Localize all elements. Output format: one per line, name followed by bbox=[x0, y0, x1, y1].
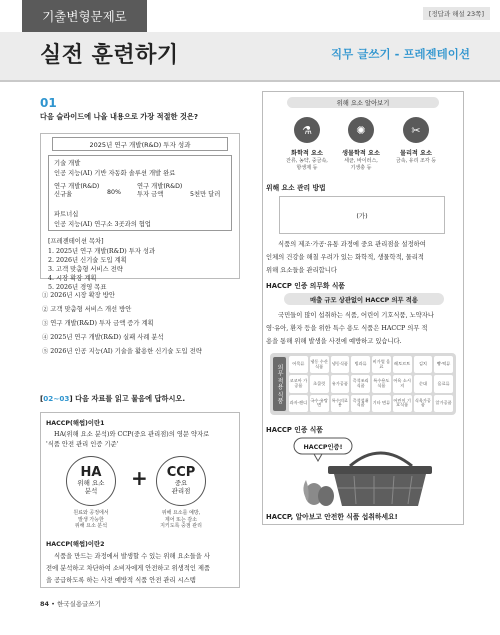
mandatory-line: 국민들이 많이 섭취하는 식품, 어린이 기호식품, 노약자나 bbox=[278, 312, 434, 319]
mandatory-pill: 매출 규모 상관없이 HACCP 의무 적용 bbox=[284, 293, 444, 305]
ha-sub: 위해 요소 분석 bbox=[77, 479, 105, 495]
page-title: 실전 훈련하기 bbox=[40, 43, 179, 68]
page-footer: 84 • 한국실용글쓰기 bbox=[40, 600, 101, 608]
food-item: 식육가공품 bbox=[414, 395, 433, 412]
ha-label: HA bbox=[80, 465, 102, 481]
stat2-value: 5천만 달러 bbox=[190, 191, 221, 198]
toc-title: [프레젠테이션 목차] bbox=[48, 238, 104, 245]
food-item: 즉석섭취식품 bbox=[351, 395, 370, 412]
basket-handle bbox=[350, 453, 412, 466]
ha-circle bbox=[66, 456, 116, 506]
food-item: 어린이 기호식품 bbox=[393, 395, 412, 412]
haccp1-title: HACCP(해썹)이란1 bbox=[46, 420, 105, 427]
basket-body bbox=[334, 474, 426, 506]
toc-item: 2. 2026년 신기술 도입 계획 bbox=[48, 257, 127, 264]
toc-item: 3. 고객 맞춤형 서비스 전략 bbox=[48, 266, 123, 273]
bubble-text: HACCP인증! bbox=[303, 444, 343, 451]
food-item: 냉동식품 bbox=[331, 356, 350, 373]
food-item: 유가공품 bbox=[331, 375, 350, 392]
mandatory-line: 용을 통해 위해 발생을 사전에 예방하고 있습니다. bbox=[266, 338, 402, 345]
passage-heading: [02~03] 다음 자료를 읽고 물음에 답하시오. bbox=[40, 394, 186, 403]
tech-label: 기술 개발 bbox=[54, 160, 81, 167]
option-4[interactable]: ④ 2025년 연구 개발(R&D) 실패 사례 분석 bbox=[42, 334, 164, 341]
bacteria-icon: ✺ bbox=[348, 117, 374, 143]
mandatory-line: 영·유아, 환자 등을 위한 특수 용도 식품은 HACCP 의무 적 bbox=[266, 325, 428, 332]
ccp-sub: 중요 관리점 bbox=[171, 479, 191, 495]
hazard-label: 물리적 요소 bbox=[399, 150, 433, 157]
food-item: 초콜릿 bbox=[310, 375, 329, 392]
partner-desc: 인공 지능(AI) 연구소 3곳과의 협업 bbox=[54, 221, 151, 228]
hazard-desc: 잔류, 농약, 중금속, 항생제 등 bbox=[286, 158, 328, 171]
question-text: 다음 슬라이드에 나올 내용으로 가장 적절한 것은? bbox=[40, 112, 199, 121]
toc-item: 4. 시장 확장 계획 bbox=[48, 275, 97, 282]
food-item: 기타 면류 bbox=[372, 395, 391, 412]
option-1[interactable]: ① 2026년 시장 확장 방안 bbox=[42, 292, 115, 299]
answer-note: [정답과 해설 23쪽] bbox=[423, 7, 490, 20]
slide-title: 2025년 연구 개발(R&D) 투자 성과 bbox=[52, 137, 228, 151]
page-subtitle: 직무 글쓰기 - 프레젠테이션 bbox=[331, 47, 470, 61]
food-item: 레토르트 bbox=[393, 356, 412, 373]
haccp1-line: HA(위해 요소 분석)와 CCP(중요 관리점)의 영문 약자로 bbox=[54, 431, 210, 438]
hazard-label: 화학적 요소 bbox=[290, 150, 324, 157]
target-title: HACCP 인증 의무화 식품 bbox=[266, 282, 345, 290]
ha-caption: 원료와 공정에서 발생 가능한 위해 요소 분석 bbox=[73, 510, 109, 529]
ccp-circle bbox=[156, 456, 206, 506]
toc-item: 1. 2025년 연구 개발(R&D) 투자 성과 bbox=[48, 248, 156, 255]
food-item: 순대 bbox=[414, 375, 433, 392]
food-item: 즉석조리식품 bbox=[351, 375, 370, 392]
haccp2-line: 을 공급하도록 하는 사전 예방적 식품 안전 관리 시스템 bbox=[46, 577, 196, 584]
basket-rim bbox=[328, 466, 432, 474]
debris-icon: ✂ bbox=[403, 117, 429, 143]
hazard-desc: 세균, 바이러스, 기생충 등 bbox=[344, 158, 378, 171]
option-2[interactable]: ② 고객 맞춤형 서비스 개선 방안 bbox=[42, 306, 132, 313]
fruit-shape bbox=[318, 486, 334, 506]
haccp1-line: '식품 안전 관리 인증 기준' bbox=[46, 441, 119, 448]
closing-text: HACCP, 알아보고 안전한 식품 섭취하세요! bbox=[266, 513, 398, 521]
food-side-label: 의무 적용 식품 bbox=[273, 357, 286, 411]
hazard-title-pill: 위해 요소 알아보기 bbox=[287, 97, 439, 108]
question-number: 01 bbox=[40, 96, 57, 110]
section-tab: 기출변형문제로 bbox=[22, 0, 147, 32]
haccp2-title: HACCP(해썹)이란2 bbox=[46, 541, 105, 548]
toc-item: 5. 2026년 경영 목표 bbox=[48, 284, 107, 291]
food-item: 김치 bbox=[414, 356, 433, 373]
option-5[interactable]: ⑤ 2026년 인공 지능(AI) 기술을 활용한 신기술 도입 전략 bbox=[42, 348, 202, 355]
food-item: 음료류 bbox=[434, 375, 453, 392]
food-item: 특수의료용 bbox=[331, 395, 350, 412]
food-item: 비가열 음료 bbox=[372, 356, 391, 373]
food-item: 냉동 수산식품 bbox=[310, 356, 329, 373]
food-cells bbox=[289, 356, 453, 412]
food-item: 국수·유탕면 bbox=[310, 395, 329, 412]
food-item: 알가공품 bbox=[434, 395, 453, 412]
leaf-shape bbox=[303, 480, 308, 502]
method-line: 식품의 제조·가공·유통 과정에 중요 관리점을 설정하여 bbox=[278, 241, 426, 248]
ccp-caption: 위해 요소를 예방, 제어 또는 감소 지키도록 중점 관리 bbox=[160, 510, 202, 529]
haccp2-line: 식품을 만드는 과정에서 발생할 수 있는 위해 요소들을 사 bbox=[54, 553, 210, 560]
partner-label: 파트너십 bbox=[54, 211, 79, 218]
food-item: 코코아 가공품 bbox=[289, 375, 308, 392]
option-3[interactable]: ③ 연구 개발(R&D) 투자 금액 증가 계획 bbox=[42, 320, 154, 327]
cert-title: HACCP 인증 식품 bbox=[266, 426, 323, 434]
hazard-label: 생물학적 요소 bbox=[341, 150, 381, 157]
method-title: 위해 요소 관리 방법 bbox=[266, 184, 326, 192]
blank-box: (가) bbox=[279, 196, 445, 234]
ccp-label: CCP bbox=[166, 465, 196, 481]
food-item: 빵·떡류 bbox=[434, 356, 453, 373]
tech-desc: 인공 지능(AI) 기반 자동화 솔루션 개발 완료 bbox=[54, 170, 176, 177]
stat1-label: 연구 개발(R&D) 신규율 bbox=[54, 183, 100, 199]
food-item: 어묵류 bbox=[289, 356, 308, 373]
method-line: 위해 요소들을 관리합니다 bbox=[266, 267, 337, 274]
haccp2-line: 전에 분석하고 차단하여 소비자에게 안전하고 위생적인 제품 bbox=[46, 565, 211, 572]
food-item: 어육 소시지 bbox=[393, 375, 412, 392]
food-item: 과자·캔디 bbox=[289, 395, 308, 412]
plus-sign: + bbox=[131, 466, 148, 490]
food-item: 특수용도식품 bbox=[372, 375, 391, 392]
stat1-value: 80% bbox=[107, 189, 121, 196]
method-line: 인체의 건강을 해칠 우려가 있는 화학적, 생물학적, 물리적 bbox=[266, 254, 424, 261]
stat2-label: 연구 개발(R&D) 투자 금액 bbox=[137, 183, 183, 199]
hazard-desc: 금속, 유리 조각 등 bbox=[395, 158, 437, 164]
food-item: 빙과류 bbox=[351, 356, 370, 373]
flask-icon: ⚗ bbox=[294, 117, 320, 143]
